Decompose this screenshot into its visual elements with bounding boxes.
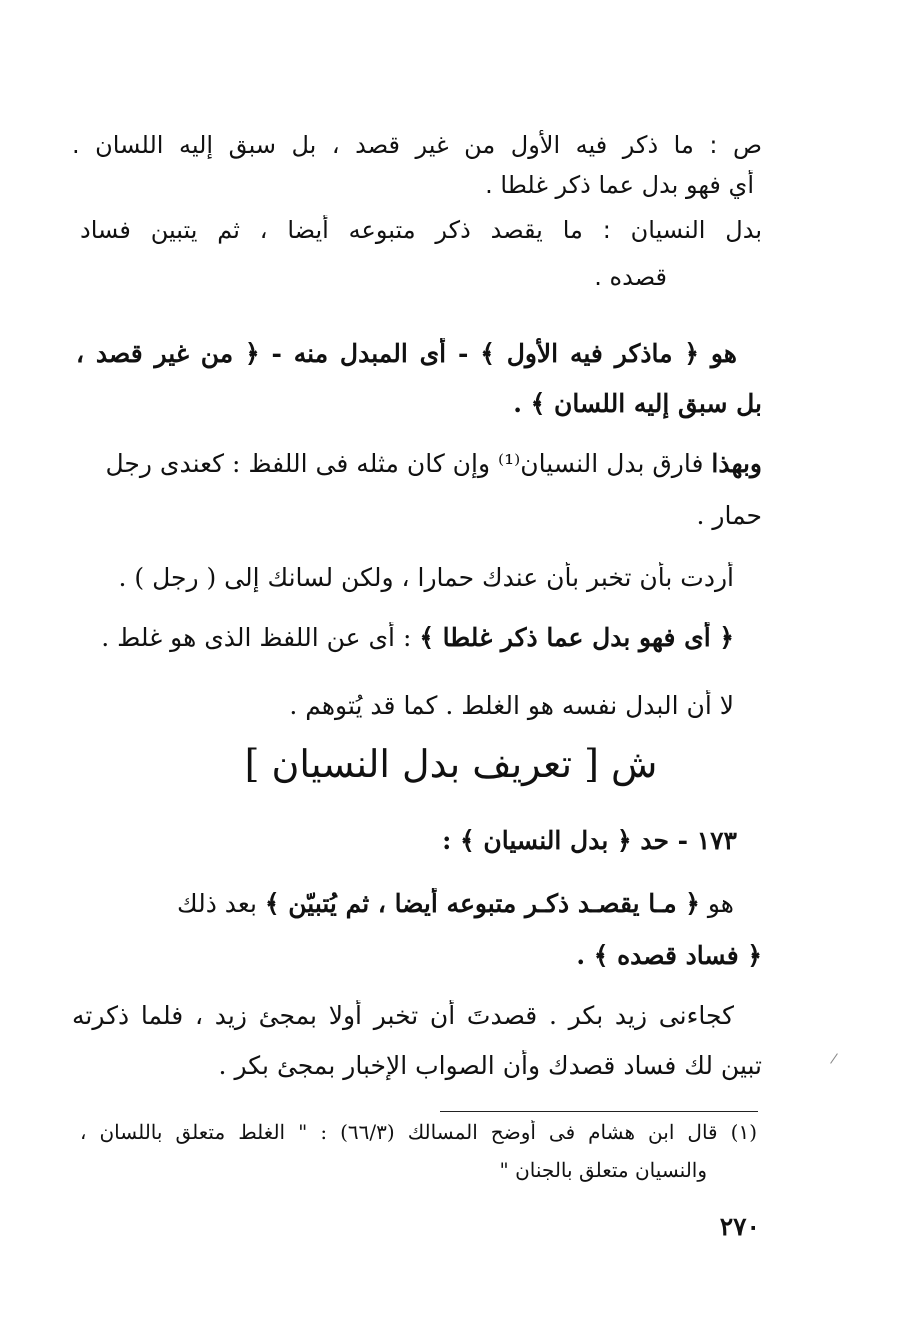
matn-line-4: قصده . xyxy=(594,263,667,291)
matn-line-3: بدل النسيان : ما يقصد ذكر متبوعه أيضا ، ثم يتبين فساد xyxy=(80,216,762,244)
commentary-p4-quote: ﴿ أى فهو بدل عما ذكر غلطا ﴾ xyxy=(419,623,734,652)
footnote-line-2: والنسيان متعلق بالجنان " xyxy=(499,1158,707,1182)
page-number: ٢٧٠ xyxy=(719,1212,760,1241)
commentary-p2-line-1 xyxy=(85,448,762,479)
stray-mark xyxy=(830,1053,838,1063)
section-p2-line-2: تبين لك فساد قصدك وأن الصواب الإخبار بمجئ بكر . xyxy=(218,1051,762,1080)
matn-line-2: أي فهو بدل عما ذكر غلطا . xyxy=(485,171,754,199)
footnote-separator xyxy=(440,1111,758,1112)
section-p1-tail: بعد ذلك xyxy=(177,889,257,918)
commentary-p2-rest: فارق بدل النسيان⁽¹⁾ وإن كان مثله فى اللفظ : كعندى رجل xyxy=(105,449,704,478)
section-p2-line-1: كجاءنى زيد بكر . قصدتَ أن تخبر أولا بمجئ زيد ، فلما ذكرته xyxy=(72,1001,734,1030)
commentary-p4-rest: : أى عن اللفظ الذى هو غلط . xyxy=(101,623,412,652)
section-p1-lead: هو xyxy=(707,889,734,918)
commentary-p2-line-2: حمار . xyxy=(696,501,762,530)
commentary-p3: أردت بأن تخبر بأن عندك حمارا ، ولكن لسانك إلى ( رجل ) . xyxy=(118,563,734,592)
commentary-p4 xyxy=(72,622,734,653)
matn-line-1: ص : ما ذكر فيه الأول من غير قصد ، بل سبق إليه اللسان . xyxy=(72,131,762,159)
footnote-line-1: (١) قال ابن هشام فى أوضح المسالك (٦٦/٣) : " الغلط متعلق باللسان ، xyxy=(80,1120,757,1144)
section-heading: ش [ تعريف بدل النسيان ] xyxy=(244,742,658,786)
section-p1-quote: ﴿ مـا يقصـد ذكـر متبوعه أيضا ، ثم يُتبيّن ﴾ xyxy=(264,889,700,918)
commentary-p2-lead: وبهذا xyxy=(711,449,762,478)
commentary-p1-line-2: بل سبق إليه اللسان ﴾ . xyxy=(513,389,762,418)
commentary-p1-line-1: هو ﴿ ماذكر فيه الأول ﴾ - أى المبدل منه - ﴿ من غير قصد ، xyxy=(76,339,737,368)
section-p1-line-2: ﴿ فساد قصده ﴾ . xyxy=(576,941,762,970)
section-title: ١٧٣ - حد ﴿ بدل النسيان ﴾ : xyxy=(442,826,737,855)
commentary-p5: لا أن البدل نفسه هو الغلط . كما قد يُتوهم . xyxy=(289,691,734,720)
section-p1-line-1 xyxy=(72,888,734,919)
